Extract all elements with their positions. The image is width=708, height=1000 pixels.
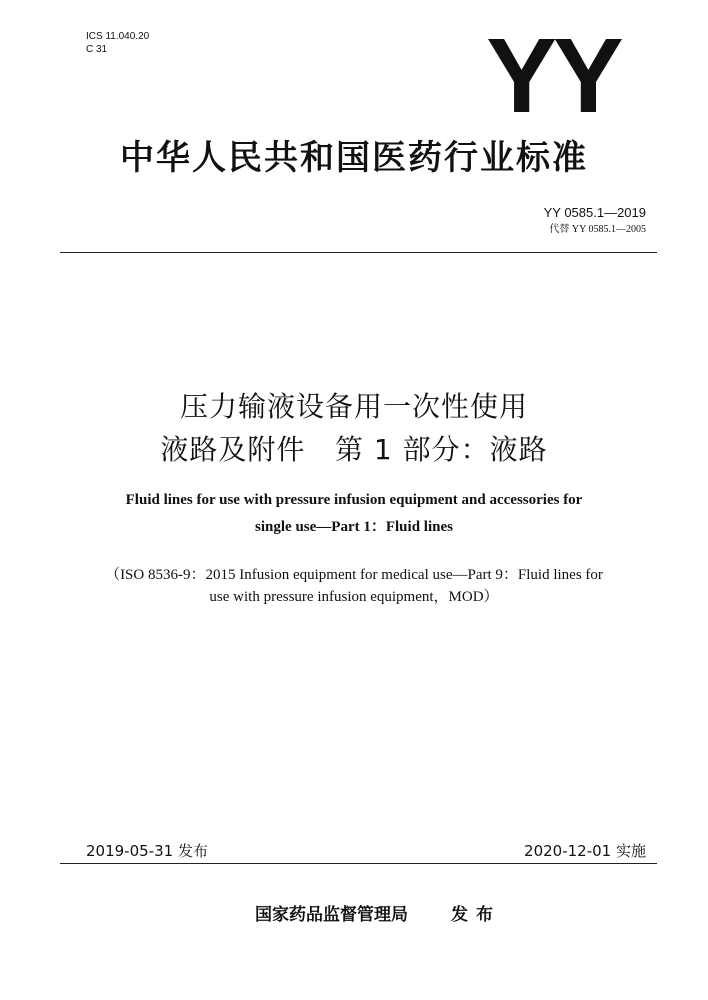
top-divider xyxy=(60,252,657,253)
title-cn-line1: 压力输液设备用一次性使用 xyxy=(179,390,528,423)
yy-logo-text: YY xyxy=(486,26,620,118)
iso-reference-line1: （ISO 8536-9：2015 Infusion equipment for medical use—Part 9：Fluid lines for xyxy=(105,567,603,583)
issuer-name: 国家药品监督管理局 xyxy=(255,905,408,925)
iso-reference-line2: use with pressure infusion equipment，MOD） xyxy=(209,589,499,605)
ccs-code: C 31 xyxy=(86,44,108,55)
publish-date: 2019-05-31 发布 xyxy=(86,842,208,860)
replaces-standard: 代替 YY 0585.1—2005 xyxy=(549,224,646,235)
implement-date: 2020-12-01 实施 xyxy=(524,842,646,860)
issue-action: 发布 xyxy=(451,905,501,925)
ics-code: ICS 11.040.20 xyxy=(86,31,150,42)
bottom-divider xyxy=(60,863,657,864)
standard-number: YY 0585.1—2019 xyxy=(543,205,646,220)
ics-code-block xyxy=(86,30,149,56)
title-cn-line2: 液路及附件 第 1 部分：液路 xyxy=(160,433,548,466)
title-en-line2: single use—Part 1：Fluid lines xyxy=(255,519,453,535)
title-en-line1: Fluid lines for use with pressure infusion equipment and accessories for xyxy=(125,492,583,508)
org-title: 中华人民共和国医药行业标准 xyxy=(120,138,588,178)
yy-logo xyxy=(478,26,628,118)
